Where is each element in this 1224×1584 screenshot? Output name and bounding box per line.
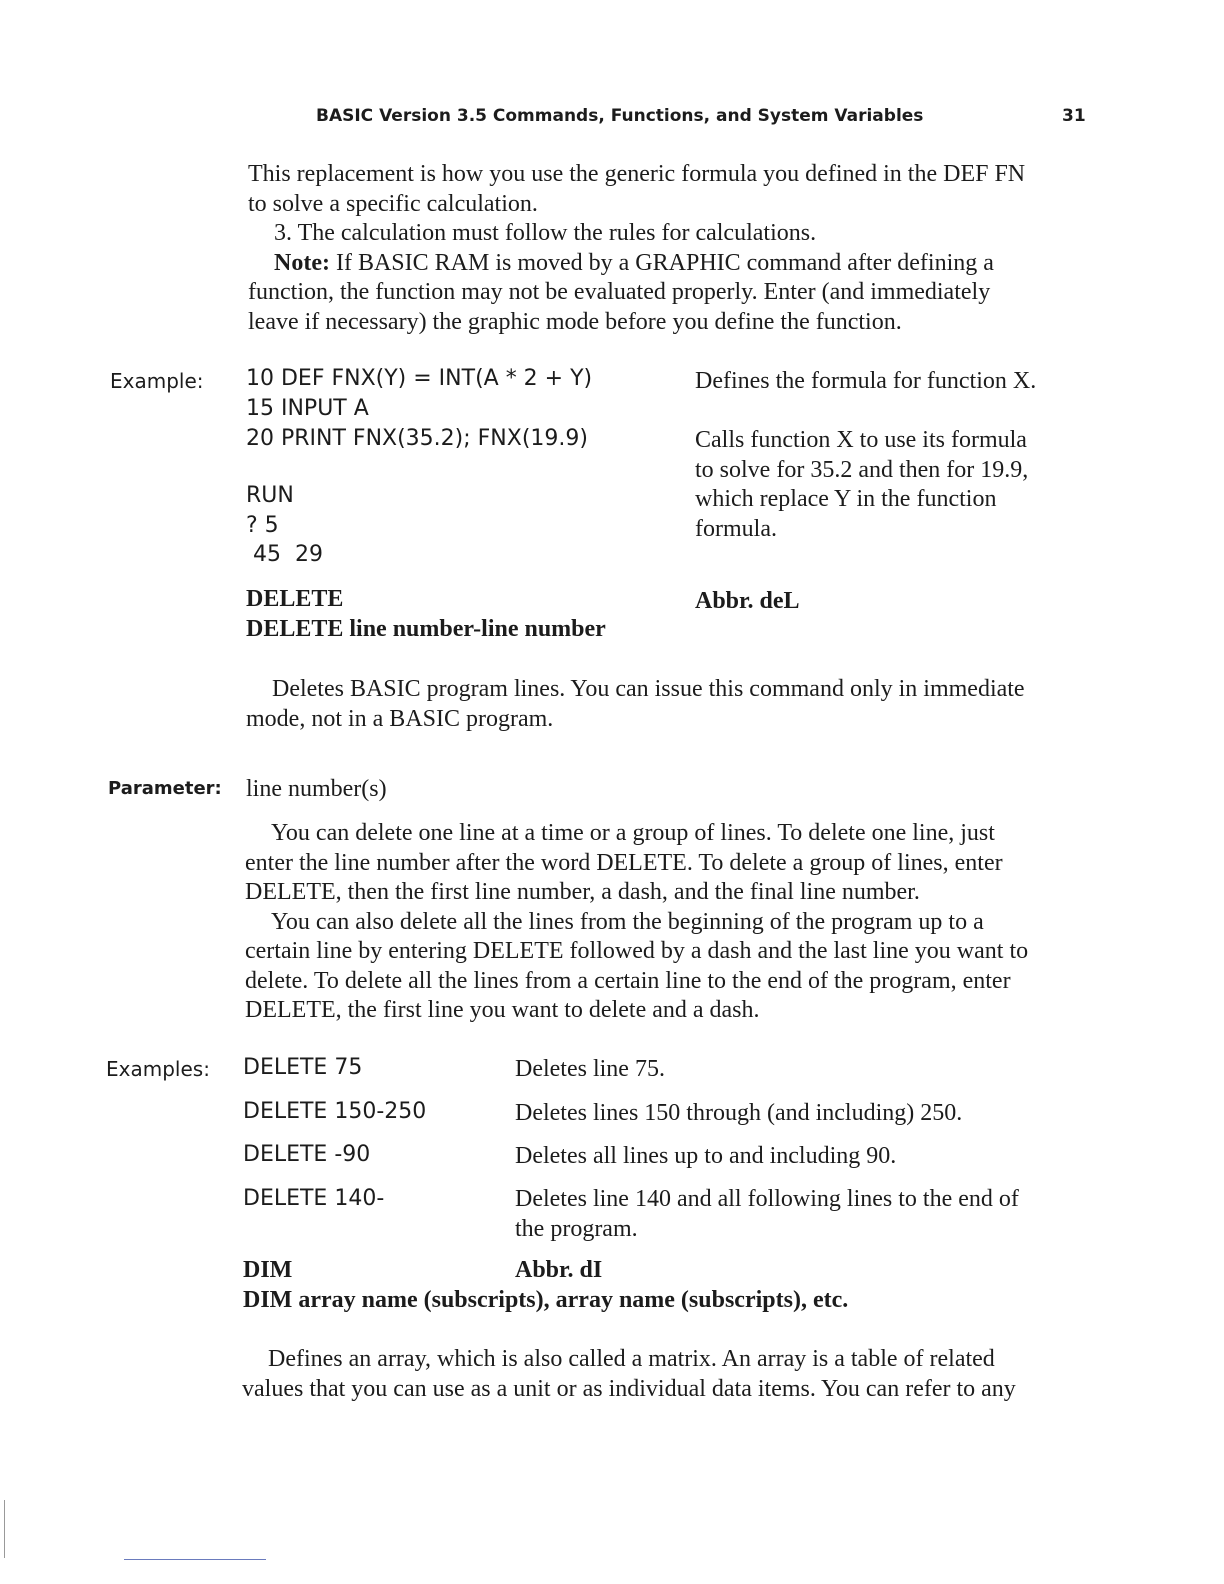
- example-desc-block: [695, 426, 1028, 544]
- examples-code: DELETE 140-: [243, 1186, 385, 1211]
- example-code-line: ? 5: [246, 513, 279, 538]
- dim-desc-line: Defines an array, which is also called a matrix. An array is a table of related: [268, 1346, 995, 1372]
- parameter-label: Parameter:: [108, 778, 222, 799]
- delete-abbr: Abbr. deL: [695, 588, 800, 614]
- examples-code: DELETE 75: [243, 1055, 363, 1080]
- param-line: DELETE, then the first line number, a dash, and the final line number.: [245, 879, 920, 905]
- parameter-description: [245, 819, 1028, 1026]
- delete-syntax: DELETE line number-line number: [246, 616, 606, 642]
- note-text: If BASIC RAM is moved by a GRAPHIC command after defining a: [329, 249, 994, 276]
- note-line: leave if necessary) the graphic mode before you define the function.: [248, 308, 902, 335]
- dim-abbr: Abbr. dI: [515, 1257, 603, 1283]
- param-line: enter the line number after the word DELETE. To delete a group of lines, enter: [245, 849, 1003, 876]
- example-code-line: RUN: [246, 483, 294, 508]
- examples-desc: [515, 1185, 1019, 1244]
- dim-heading: DIM: [243, 1257, 293, 1283]
- footnote-rule: [124, 1559, 266, 1560]
- delete-desc-line: Deletes BASIC program lines. You can issue this command only in immediate: [272, 676, 1025, 702]
- example-code-line: 15 INPUT A: [246, 396, 369, 421]
- intro-paragraph: [248, 160, 1025, 337]
- param-line: DELETE, the first line you want to delete and a dash.: [245, 997, 760, 1023]
- intro-line: This replacement is how you use the generic formula you defined in the DEF FN: [248, 161, 1026, 187]
- running-header-title: BASIC Version 3.5 Commands, Functions, and System Variables: [316, 106, 924, 126]
- dim-syntax: DIM array name (subscripts), array name (subscripts), etc.: [243, 1287, 849, 1313]
- examples-desc: Deletes line 75.: [515, 1056, 665, 1082]
- delete-desc-line: mode, not in a BASIC program.: [246, 705, 554, 732]
- note-line: function, the function may not be evaluated properly. Enter (and immediately: [248, 279, 991, 305]
- examples-desc-line: Deletes line 140 and all following lines to the end of: [515, 1186, 1019, 1212]
- example-desc-line: which replace Y in the function: [695, 486, 997, 512]
- intro-line: to solve a specific calculation.: [248, 190, 538, 217]
- delete-heading: DELETE: [246, 586, 344, 612]
- param-line: You can delete one line at a time or a group of lines. To delete one line, just: [271, 820, 995, 846]
- param-line: certain line by entering DELETE followed by a dash and the last line you want to: [245, 938, 1029, 964]
- param-line: You can also delete all the lines from the beginning of the program up to a: [271, 908, 984, 935]
- param-line: delete. To delete all the lines from a certain line to the end of the program, enter: [245, 967, 1011, 994]
- example-desc-line: formula.: [695, 515, 777, 542]
- example-desc-line: Calls function X to use its formula: [695, 427, 1027, 453]
- example-desc: Defines the formula for function X.: [695, 368, 1037, 394]
- example-desc-line: to solve for 35.2 and then for 19.9,: [695, 456, 1029, 483]
- scan-edge-mark: [4, 1500, 5, 1558]
- example-code-line: 45 29: [246, 542, 323, 567]
- example-code-line: 20 PRINT FNX(35.2); FNX(19.9): [246, 426, 588, 451]
- examples-desc-line: the program.: [515, 1215, 638, 1242]
- examples-desc: Deletes all lines up to and including 90.: [515, 1143, 897, 1169]
- examples-code: DELETE 150-250: [243, 1099, 427, 1124]
- examples-desc: Deletes lines 150 through (and including) 250.: [515, 1100, 963, 1126]
- note-label: Note:: [274, 249, 330, 276]
- rule-3: 3. The calculation must follow the rules for calculations.: [274, 220, 817, 246]
- example-code-line: 10 DEF FNX(Y) = INT(A * 2 + Y): [246, 366, 593, 391]
- dim-desc-line: values that you can use as a unit or as individual data items. You can refer to any: [242, 1375, 1016, 1402]
- example-label: Example:: [110, 369, 204, 393]
- dim-description: [242, 1345, 1016, 1404]
- parameter-value: line number(s): [246, 776, 387, 802]
- examples-label: Examples:: [106, 1057, 210, 1081]
- page-number: 31: [1062, 106, 1086, 126]
- delete-description: [246, 675, 1025, 734]
- examples-code: DELETE -90: [243, 1142, 371, 1167]
